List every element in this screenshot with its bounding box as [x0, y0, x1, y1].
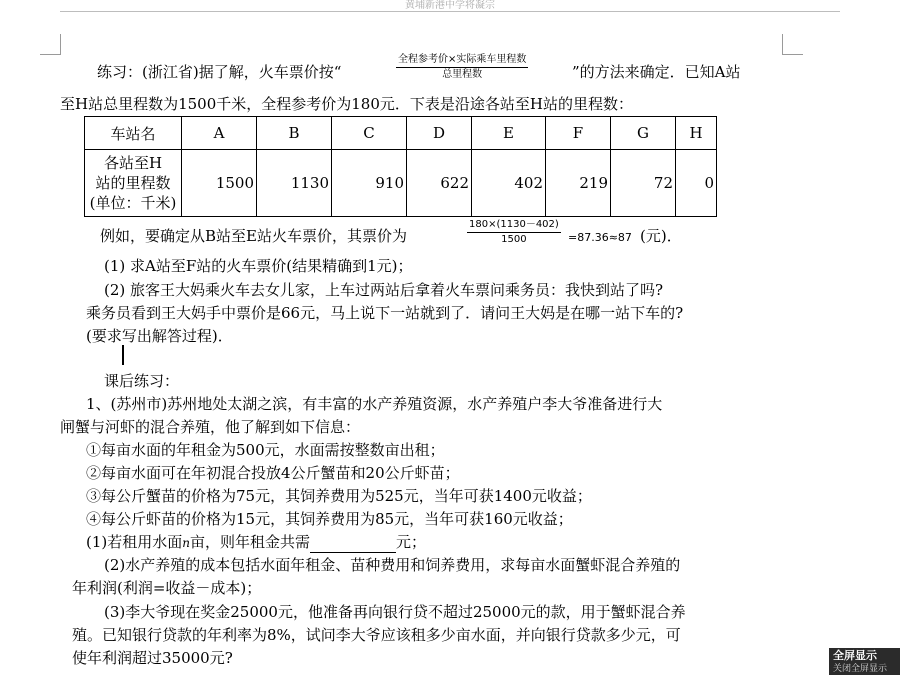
station-cell: C [332, 117, 407, 150]
question-2-line-1: (2) 旅客王大妈乘火车去女儿家，上车过两站后拿着火车票问乘务员：我快到站了吗? [104, 281, 664, 299]
distance-cell: 0 [676, 150, 717, 217]
sub-question-1 [86, 532, 426, 553]
exercise-intro-c: 至H站总里程数为1500千米，全程参考价为180元．下表是沿途各站至H站的里程数： [60, 95, 633, 113]
sub-question-1-a: (1)若租用水面 [86, 533, 183, 551]
sub-question-3-line-3: 使年利润超过35000元? [72, 649, 233, 667]
homework-title: 课后练习： [104, 372, 180, 390]
exercise-intro-b: ”的方法来确定．已知A站 [572, 63, 741, 81]
question-2-line-3: (要求写出解答过程)． [86, 327, 233, 345]
example-denominator: 1500 [501, 234, 527, 245]
station-cell: G [611, 117, 676, 150]
row-label-line-2: 站的里程数 [95, 174, 171, 192]
station-cell: E [472, 117, 546, 150]
fullscreen-button-label[interactable]: 全屏显示 [833, 649, 877, 662]
question-2-line-2: 乘务员看到王大妈手中票价是66元，马上说下一站就到了．请问王大妈是在哪一站下车的? [86, 304, 684, 322]
table-head-label: 车站名 [85, 117, 182, 150]
example-suffix: (元)． [640, 227, 682, 245]
info-item-1: ①每亩水面的年租金为500元，水面需按整数亩出租； [86, 441, 445, 459]
distance-cell: 622 [407, 150, 472, 217]
info-item-2: ②每亩水面可在年初混合投放4公斤蟹苗和20公斤虾苗； [86, 464, 460, 482]
sub-question-2-line-2: 年利润(利润=收益－成本)； [72, 579, 262, 597]
fraction-denominator: 总里程数 [442, 69, 483, 80]
margin-corner-right [782, 34, 803, 55]
row-label-line-1: 各站至H [103, 154, 163, 172]
example-prefix: 例如，要确定从B站至E站火车票价，其票价为 [100, 227, 407, 245]
homework-para-1-line-1: 1、(苏州市)苏州地处太湖之滨，有丰富的水产养殖资源，水产养殖户李大爷准备进行大 [86, 395, 663, 413]
station-cell: B [257, 117, 332, 150]
example-fraction [467, 218, 561, 246]
distance-cell: 1130 [257, 150, 332, 217]
mileage-table [84, 116, 717, 217]
fraction-numerator: 全程参考价×实际乘车里程数 [396, 53, 528, 68]
station-cell: A [182, 117, 257, 150]
info-item-4: ④每公斤虾苗的价格为15元，其饲养费用为85元，当年可获160元收益； [86, 510, 573, 528]
distance-cell: 1500 [182, 150, 257, 217]
sub-question-3-line-2: 殖。已知银行贷款的年利率为8%，试问李大爷应该租多少亩水面，并向银行贷款多少元，可 [72, 626, 681, 644]
distance-cell: 910 [332, 150, 407, 217]
variable-n: n [182, 536, 190, 550]
close-fullscreen-label[interactable]: 关闭全屏显示 [833, 664, 888, 674]
question-1: (1) 求A站至F站的火车票价(结果精确到1元)； [104, 257, 413, 275]
margin-corner-left [40, 34, 61, 55]
station-cell: F [546, 117, 611, 150]
example-numerator: 180×(1130－402) [467, 218, 561, 233]
row-label-line-3: (单位：千米) [89, 194, 177, 212]
sub-question-3-line-1: (3)李大爷现在奖金25000元，他准备再向银行贷不超过25000元的款，用于蟹虾混合养 [104, 603, 686, 621]
distance-cell: 402 [472, 150, 546, 217]
table-header-row [85, 117, 717, 150]
answer-blank[interactable] [310, 538, 396, 553]
header-rule [60, 11, 840, 12]
sub-question-1-b: 亩，则年租金共需 [189, 533, 310, 551]
station-cell: H [676, 117, 717, 150]
distance-cell: 219 [546, 150, 611, 217]
distance-cell: 72 [611, 150, 676, 217]
table-row-label [85, 150, 182, 217]
sub-question-1-c: 元； [396, 533, 427, 551]
example-result: =87.36≈87 [568, 231, 632, 244]
text-cursor [122, 345, 124, 365]
sub-question-2-line-1: (2)水产养殖的成本包括水面年租金、苗种费用和饲养费用，求每亩水面蟹虾混合养殖的 [104, 556, 681, 574]
exercise-intro-a: 练习：(浙江省)据了解，火车票价按“ [97, 63, 342, 81]
exercise-fraction [396, 53, 528, 81]
info-item-3: ③每公斤蟹苗的价格为75元，其饲养费用为525元，当年可获1400元收益； [86, 487, 592, 505]
homework-para-1-line-2: 闸蟹与河虾的混合养殖，他了解到如下信息： [60, 418, 361, 436]
table-data-row [85, 150, 717, 217]
fullscreen-toolbar[interactable] [829, 648, 900, 675]
station-cell: D [407, 117, 472, 150]
header-title: 黄埔新港中学将凝宗 [405, 0, 495, 11]
